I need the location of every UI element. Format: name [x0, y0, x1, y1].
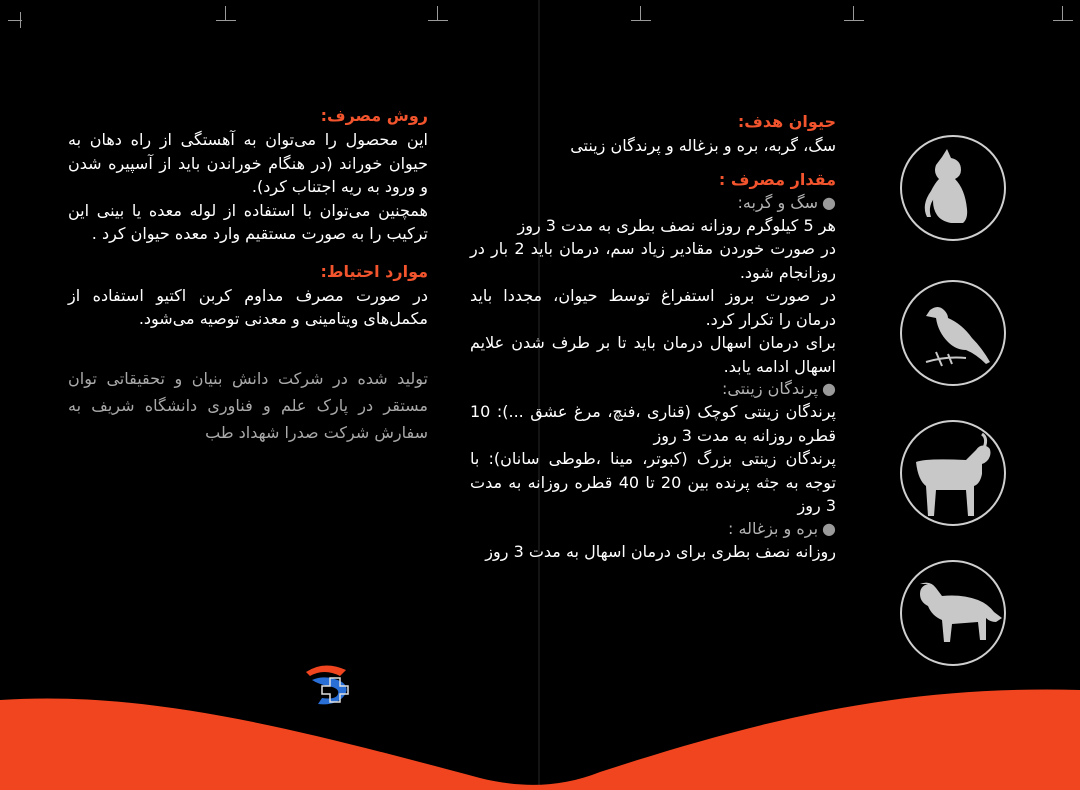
dog-cat-text-1: هر 5 کیلوگرم روزانه نصف بطری به مدت 3 روز: [517, 215, 836, 235]
dog-cat-text-3: در صورت بروز استفراغ توسط حیوان، مجددا باید درمان را تکرار کرد.: [470, 286, 836, 329]
crop-mark-top-5h: [1053, 20, 1073, 21]
target-text: سگ، گربه، بره و بزغاله و پرندگان زینتی: [570, 136, 836, 155]
crop-mark-top-1h: [216, 20, 236, 21]
usage-text-2: همچنین می‌توان با استفاده از لوله معده یا بینی این ترکیب را به صورت مستقیم وارد معده حیوان کرد .: [68, 200, 428, 243]
usage-title: روش مصرف:: [320, 106, 428, 125]
birds-text-2: پرندگان زینتی بزرگ (کبوتر، مینا ،طوطی سانان): با توجه به جثه پرنده بین 20 تا 40 قطره روزانه به مدت 3 روز: [470, 449, 837, 515]
birds-text-1: پرندگان زینتی کوچک (قناری ،فنچ، مرغ عشق ...): 10 قطره روزانه به مدت 3 روز: [470, 402, 836, 445]
dog-cat-text-2: در صورت خوردن مقادیر زیاد سم، درمان باید 2 بار در روزانجام شود.: [470, 239, 836, 282]
caution-title: موارد احتیاط:: [320, 261, 428, 281]
lamb-label-row: [470, 518, 836, 540]
dog-cat-label: سگ و گربه:: [737, 192, 819, 212]
dosage-title: مقدار مصرف :: [718, 169, 836, 189]
crop-mark-top-5: [1062, 6, 1063, 20]
producer-text: تولید شده در شرکت دانش بنیان و تحقیقاتی توان مستقر در پارک علم و فناوری دانشگاه شریف به سفارش شرکت صدرا شهداد طب: [68, 368, 428, 442]
crop-mark-top-2h: [428, 20, 448, 21]
crop-mark-top-4: [853, 6, 854, 20]
lamb-text: روزانه نصف بطری برای درمان اسهال به مدت 3 روز: [485, 541, 836, 561]
bottom-wave: [0, 660, 1080, 790]
crop-mark-top-4h: [844, 20, 864, 21]
caution-text: در صورت مصرف مداوم کربن اکتیو استفاده از مکمل‌های ویتامینی و معدنی توصیه می‌شود.: [68, 285, 428, 328]
lamb-label: بره و بزغاله :: [728, 518, 819, 538]
crop-mark-top-3: [640, 6, 641, 20]
spacer: [68, 331, 428, 365]
left-panel: [68, 104, 428, 446]
spacer: [470, 158, 836, 168]
birds-label: پرندگان زینتی:: [722, 379, 819, 398]
cat-icon: [900, 135, 1006, 241]
crop-mark-top-3h: [631, 20, 651, 21]
crop-mark-left-2: [20, 12, 21, 28]
dog-cat-label-row: [470, 192, 836, 214]
crop-mark-top-2: [437, 6, 438, 20]
birds-label-row: [470, 378, 836, 400]
dog-cat-text-4: برای درمان اسهال درمان باید تا بر طرف شدن علایم اسهال ادامه یابد.: [470, 333, 836, 376]
spacer: [68, 246, 428, 260]
bird-icon: [900, 280, 1006, 386]
bullet-dot-icon: ●: [822, 379, 836, 398]
bullet-dot-icon: ●: [822, 192, 836, 212]
crop-mark-top-1: [225, 6, 226, 20]
bullet-dot-icon: ●: [822, 518, 836, 538]
usage-text-1: این محصول را می‌توان به آهستگی از راه دهان به حیوان خوراند (در هنگام خوراندن باید از آسپیره شدن و ورود به ریه اجتناب کرد).: [68, 130, 428, 196]
target-title: حیوان هدف:: [737, 112, 836, 131]
right-panel: [470, 110, 836, 563]
dog-icon: [900, 560, 1006, 666]
goat-icon: [900, 420, 1006, 526]
